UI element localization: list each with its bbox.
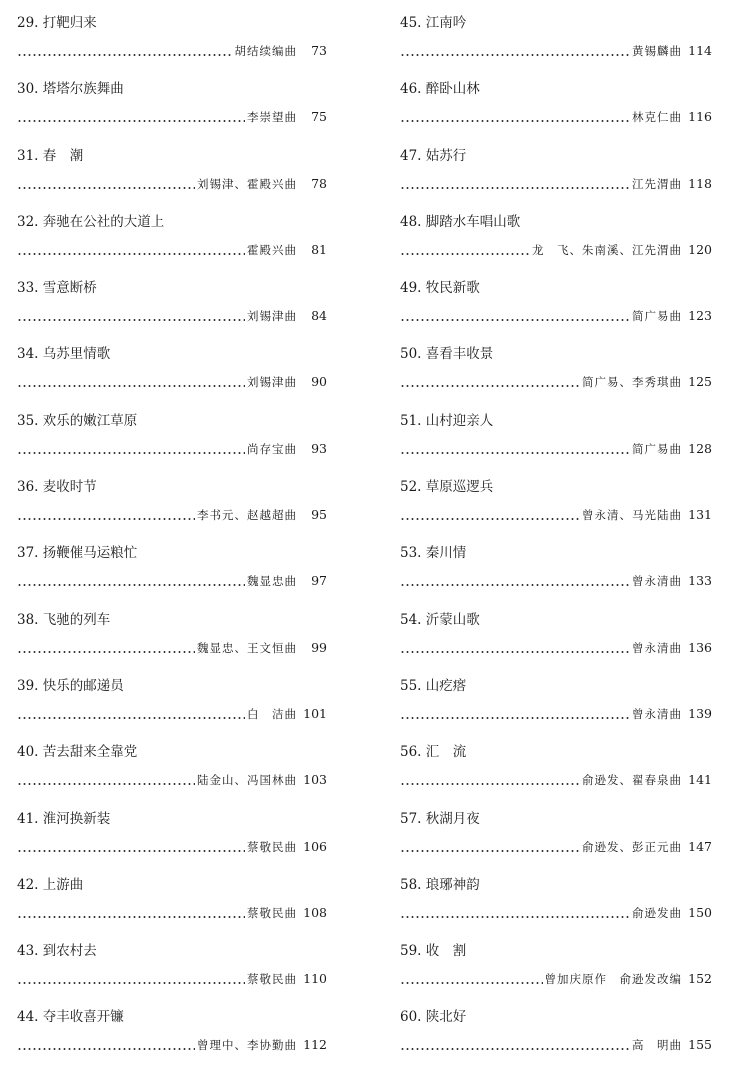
dot-leader: [17, 187, 195, 189]
toc-entry-meta: [17, 971, 327, 987]
dot-leader: [17, 54, 233, 56]
toc-entry-title: 60. 陕北好: [400, 1009, 467, 1026]
toc-entry: [400, 942, 712, 1008]
toc-entry-title: 53. 秦川情: [400, 545, 467, 562]
toc-entry-title: 43. 到农村去: [17, 943, 97, 960]
toc-entry: [400, 345, 712, 411]
toc-column-right: [400, 14, 712, 1075]
toc-entry-page-number: 147: [688, 838, 712, 854]
toc-entry-meta: [400, 109, 712, 125]
toc-column-left: [17, 14, 327, 1075]
toc-entry-composer: 简广易曲: [632, 309, 682, 324]
toc-entry-page-number: 110: [303, 971, 327, 987]
toc-entry: [17, 478, 327, 544]
dot-leader: [17, 717, 245, 719]
dot-leader: [400, 651, 630, 653]
toc-entry-meta: [17, 706, 327, 722]
toc-entry: [400, 1008, 712, 1074]
dot-leader: [400, 452, 630, 454]
toc-entry-meta: [400, 242, 712, 258]
toc-entry-composer: 俞逊发、彭正元曲: [582, 839, 682, 854]
toc-entry: [17, 611, 327, 677]
toc-entry-composer: 陆金山、冯国林曲: [197, 773, 297, 788]
toc-entry-composer: 龙 飞、朱南溪、江先渭曲: [532, 242, 682, 257]
toc-entry-title: 47. 姑苏行: [400, 147, 467, 164]
dot-leader: [17, 916, 245, 918]
dot-leader: [400, 916, 630, 918]
dot-leader: [400, 54, 630, 56]
toc-entry-page-number: 128: [688, 440, 712, 456]
toc-entry-composer: 李崇望曲: [247, 110, 297, 125]
toc-entry-meta: [400, 839, 712, 855]
toc-entry-composer: 黄锡麟曲: [632, 44, 682, 58]
toc-entry-meta: [17, 640, 327, 656]
dot-leader: [17, 452, 245, 454]
dot-leader: [400, 518, 580, 520]
toc-entry: [400, 80, 712, 146]
toc-entry-meta: [17, 507, 327, 523]
toc-entry-page-number: 95: [311, 507, 327, 523]
toc-entry-composer: 简广易、李秀琪曲: [582, 375, 682, 390]
toc-entry-title: 51. 山村迎亲人: [400, 412, 494, 429]
toc-entry-page-number: 78: [311, 175, 327, 191]
toc-entry-title: 29. 打靶归来: [17, 15, 97, 31]
toc-entry-title: 35. 欢乐的嫩江草原: [17, 412, 138, 429]
toc-entry-page-number: 139: [688, 705, 712, 721]
toc-entry-page-number: 101: [303, 705, 327, 721]
toc-entry-meta: [400, 176, 712, 192]
toc-entry-meta: [17, 242, 327, 258]
dot-leader: [400, 584, 630, 586]
toc-entry-meta: [400, 308, 712, 324]
toc-entry-meta: [17, 374, 327, 390]
toc-entry-composer: 白 洁曲: [247, 706, 297, 721]
toc-entry-title: 36. 麦收时节: [17, 479, 97, 496]
toc-entry-page-number: 118: [688, 175, 712, 191]
dot-leader: [400, 717, 630, 719]
toc-entry-page-number: 141: [688, 772, 712, 788]
toc-entry-title: 41. 淮河换新装: [17, 810, 111, 827]
toc-entry: [400, 544, 712, 610]
toc-entry-page-number: 75: [311, 109, 327, 125]
toc-entry-composer: 江先渭曲: [632, 176, 682, 191]
toc-entry: [400, 279, 712, 345]
toc-entry: [400, 14, 712, 80]
toc-entry-composer: 俞逊发、翟春泉曲: [582, 773, 682, 788]
toc-entry: [400, 412, 712, 478]
toc-entry-meta: [17, 573, 327, 589]
dot-leader: [17, 120, 245, 122]
toc-entry: [17, 1008, 327, 1074]
toc-entry: [17, 345, 327, 411]
dot-leader: [400, 253, 530, 255]
toc-entry-meta: [400, 573, 712, 589]
toc-entry-page-number: 116: [688, 109, 712, 125]
toc-entry-page-number: 73: [311, 43, 327, 58]
toc-entry-composer: 简广易曲: [632, 441, 682, 456]
toc-entry-title: 33. 雪意断桥: [17, 280, 97, 297]
toc-entry-composer: 俞逊发曲: [632, 905, 682, 920]
toc-entry-page-number: 93: [311, 440, 327, 456]
toc-entry-title: 59. 收 割: [400, 943, 467, 960]
toc-entry-title: 30. 塔塔尔族舞曲: [17, 81, 124, 98]
toc-entry-page-number: 120: [688, 241, 712, 257]
toc-entry-page-number: 81: [311, 241, 327, 257]
toc-entry-composer: 胡结续编曲: [234, 44, 297, 58]
toc-entry-composer: 蔡敬民曲: [247, 905, 297, 920]
toc-entry-composer: 曾永清曲: [632, 706, 682, 721]
toc-entry-page-number: 125: [688, 374, 712, 390]
dot-leader: [400, 982, 543, 984]
toc-entry-composer: 霍殿兴曲: [247, 242, 297, 257]
toc-entry-title: 56. 汇 流: [400, 744, 467, 761]
toc-entry-title: 55. 山疙瘩: [400, 677, 467, 694]
toc-entry: [17, 544, 327, 610]
toc-entry-title: 31. 春 潮: [17, 147, 84, 164]
toc-entry: [17, 810, 327, 876]
dot-leader: [400, 850, 580, 852]
toc-entry-title: 49. 牧民新歌: [400, 280, 480, 297]
dot-leader: [400, 120, 630, 122]
dot-leader: [400, 783, 580, 785]
toc-entry-meta: [400, 640, 712, 656]
toc-entry-meta: [400, 441, 712, 457]
toc-entry-meta: [17, 109, 327, 125]
dot-leader: [17, 783, 195, 785]
dot-leader: [17, 584, 245, 586]
toc-entry: [400, 611, 712, 677]
toc-entry: [17, 677, 327, 743]
toc-entry-title: 44. 夺丰收喜开镰: [17, 1009, 124, 1026]
toc-entry-composer: 高 明曲: [632, 1038, 682, 1053]
toc-entry-composer: 刘锡津曲: [247, 375, 297, 390]
dot-leader: [17, 1048, 195, 1050]
toc-entry-page-number: 103: [303, 772, 327, 788]
toc-entry-composer: 林克仁曲: [632, 110, 682, 125]
dot-leader: [17, 651, 195, 653]
toc-entry-title: 52. 草原巡逻兵: [400, 479, 494, 496]
toc-entry: [17, 14, 327, 80]
toc-entry-meta: [17, 441, 327, 457]
toc-entry: [400, 213, 712, 279]
toc-entry-meta: [17, 43, 327, 59]
toc-entry-meta: [17, 1037, 327, 1053]
toc-entry-page-number: 123: [688, 308, 712, 324]
toc-entry-meta: [400, 43, 712, 59]
toc-entry: [17, 412, 327, 478]
toc-entry-page-number: 84: [311, 308, 327, 324]
toc-entry-meta: [400, 971, 712, 987]
toc-entry: [17, 743, 327, 809]
dot-leader: [400, 319, 630, 321]
toc-entry: [400, 743, 712, 809]
toc-entry: [400, 147, 712, 213]
toc-entry-composer: 尚存宝曲: [247, 441, 297, 456]
toc-entry-title: 54. 沂蒙山歌: [400, 611, 480, 628]
toc-entry-meta: [17, 905, 327, 921]
toc-entry-page-number: 136: [688, 639, 712, 655]
toc-entry-composer: 曾永清曲: [632, 640, 682, 655]
toc-entry-composer: 刘锡津、霍殿兴曲: [197, 176, 297, 191]
toc-entry-title: 57. 秋湖月夜: [400, 810, 480, 827]
toc-entry-meta: [400, 905, 712, 921]
toc-entry-meta: [400, 772, 712, 788]
toc-entry-title: 38. 飞驰的列车: [17, 611, 111, 628]
dot-leader: [17, 518, 195, 520]
toc-entry-title: 58. 琅琊神韵: [400, 876, 480, 893]
toc-entry-title: 39. 快乐的邮递员: [17, 677, 124, 694]
toc-entry-title: 37. 扬鞭催马运粮忙: [17, 545, 138, 562]
dot-leader: [400, 187, 630, 189]
toc-entry: [400, 478, 712, 544]
toc-entry-meta: [17, 308, 327, 324]
toc-entry-meta: [400, 374, 712, 390]
toc-entry: [17, 80, 327, 146]
toc-entry-title: 40. 苦去甜来全靠党: [17, 744, 138, 761]
toc-entry-page-number: 108: [303, 904, 327, 920]
toc-entry: [17, 279, 327, 345]
toc-entry-page-number: 150: [688, 904, 712, 920]
toc-entry: [17, 876, 327, 942]
toc-entry: [400, 677, 712, 743]
toc-entry-page-number: 112: [303, 1037, 327, 1053]
toc-entry: [17, 147, 327, 213]
toc-entry-composer: 李书元、赵越超曲: [197, 508, 297, 523]
toc-entry-title: 34. 乌苏里情歌: [17, 346, 111, 363]
dot-leader: [17, 253, 245, 255]
toc-entry: [17, 942, 327, 1008]
toc-entry-title: 32. 奔驰在公社的大道上: [17, 213, 165, 230]
toc-entry: [400, 876, 712, 942]
toc-entry-meta: [17, 176, 327, 192]
toc-entry-page-number: 99: [311, 639, 327, 655]
toc-entry-meta: [400, 507, 712, 523]
toc-entry-composer: 蔡敬民曲: [247, 972, 297, 987]
toc-entry-page-number: 133: [688, 573, 712, 589]
toc-entry-title: 46. 醉卧山林: [400, 81, 480, 98]
toc-entry: [400, 810, 712, 876]
toc-entry-meta: [400, 1037, 712, 1053]
toc-entry-page-number: 152: [688, 971, 712, 987]
dot-leader: [400, 385, 580, 387]
toc-entry-title: 48. 脚踏水车唱山歌: [400, 213, 521, 230]
toc-entry-composer: 曾永清、马光陆曲: [582, 508, 682, 523]
toc-entry-page-number: 97: [311, 573, 327, 589]
dot-leader: [17, 319, 245, 321]
toc-entry-composer: 刘锡津曲: [247, 309, 297, 324]
dot-leader: [17, 385, 245, 387]
toc-entry-page-number: 131: [688, 507, 712, 523]
toc-entry-meta: [400, 706, 712, 722]
toc-entry-meta: [17, 839, 327, 855]
toc-entry: [17, 213, 327, 279]
toc-entry-title: 45. 江南吟: [400, 15, 467, 31]
toc-entry-composer: 曾加庆原作 俞逊发改编: [544, 972, 682, 987]
toc-entry-composer: 魏显忠、王文恒曲: [197, 640, 297, 655]
dot-leader: [17, 850, 245, 852]
toc-entry-title: 42. 上游曲: [17, 876, 84, 893]
dot-leader: [400, 1048, 630, 1050]
toc-entry-page-number: 114: [688, 43, 712, 58]
toc-entry-page-number: 106: [303, 838, 327, 854]
toc-entry-composer: 魏显忠曲: [247, 574, 297, 589]
toc-entry-page-number: 90: [311, 374, 327, 390]
toc-entry-page-number: 155: [688, 1037, 712, 1053]
toc-entry-composer: 曾永清曲: [632, 574, 682, 589]
toc-entry-meta: [17, 772, 327, 788]
toc-entry-title: 50. 喜看丰收景: [400, 346, 494, 363]
toc-entry-composer: 曾理中、李协勤曲: [197, 1038, 297, 1053]
toc-entry-composer: 蔡敬民曲: [247, 839, 297, 854]
dot-leader: [17, 982, 245, 984]
